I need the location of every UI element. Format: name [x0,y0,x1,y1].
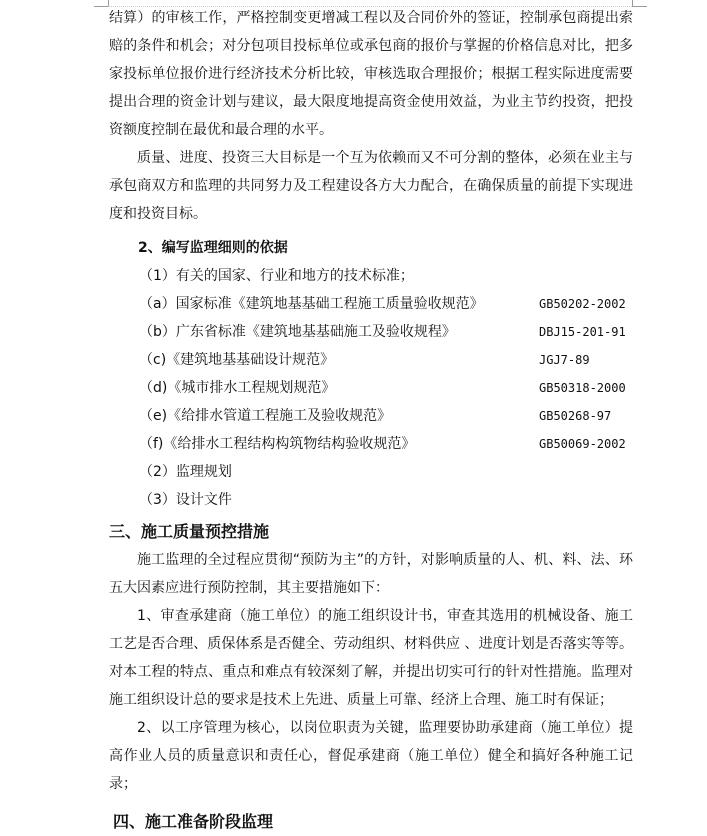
basis-heading: 2、编写监理细则的依据 [138,240,288,256]
section-3-paragraph-2: 1、审查承建商（施工单位）的施工组织设计书，审查其选用的机械设备、施工工艺是否合理、质保体系是否健全、劳动组织、材料供应 、进度计划是否落实等等。对本工程的特点、重点和难点有较深刻了解，并提出切实可行的针对性措施。监理对施工组织设计总的要求是技术上先进、质量上可靠、经济上合理、施工时有保证； [109,608,633,708]
standard-row [109,374,633,402]
standard-row [109,346,633,374]
section-4-heading: 四、施工准备阶段监理 [113,812,274,831]
standard-code: JGJ7-89 [539,353,590,367]
standard-label: （a）国家标准《建筑地基基础工程施工质量验收规范》 [139,296,484,312]
standard-row [109,430,633,458]
standard-row [109,290,633,318]
section-3-paragraph-1: 施工监理的全过程应贯彻“预防为主”的方针，对影响质量的人、机、料、法、环五大因素应进行预防控制，其主要措施如下： [109,552,633,596]
intro-paragraph-2: 质量、进度、投资三大目标是一个互为依赖而又不可分割的整体，必须在业主与承包商双方和监理的共同努力及工程建设各方大力配合，在确保质量的前提下实现进度和投资目标。 [109,150,633,222]
margin-corner-mark-right [632,0,647,7]
standard-code: GB50202-2002 [539,297,626,311]
document-body [109,4,633,836]
standard-code: DBJ15-201-91 [539,325,626,339]
margin-corner-mark-left [94,0,109,7]
standard-row [109,318,633,346]
intro-paragraph-1: 结算）的审核工作，严格控制变更增减工程以及合同价外的签证，控制承包商提出索赔的条件和机会；对分包项目投标单位或承包商的报价与掌握的价格信息对比，把多家投标单位报价进行经济技术分析比较，审核选取合理报价；根据工程实际进度需要提出合理的资金计划与建议，最大限度地提高资金使用效益，为业主节约投资，把投资额度控制在最优和最合理的水平。 [109,10,633,138]
standard-label: （d)《城市排水工程规划规范》 [139,380,336,396]
section-3-heading: 三、施工质量预控措施 [109,522,270,541]
standard-label: （b）广东省标准《建筑地基基础施工及验收规程》 [139,324,456,340]
basis-item-2: （2）监理规划 [139,464,232,480]
standard-label: （f)《给排水工程结构构筑物结构验收规范》 [139,436,416,452]
basis-item-3: （3）设计文件 [139,492,232,508]
standard-label: （c)《建筑地基基础设计规范》 [139,352,335,368]
standard-label: （e)《给排水管道工程施工及验收规范》 [139,408,392,424]
standard-row [109,402,633,430]
standard-code: GB50268-97 [539,409,612,423]
standard-code: GB50318-2000 [539,381,626,395]
standard-code: GB50069-2002 [539,437,626,451]
basis-item-1: （1）有关的国家、行业和地方的技术标准； [139,268,414,284]
section-3-paragraph-3: 2、以工序管理为核心，以岗位职责为关键，监理要协助承建商（施工单位）提高作业人员的质量意识和责任心，督促承建商（施工单位）健全和搞好各种施工记录； [109,720,633,792]
